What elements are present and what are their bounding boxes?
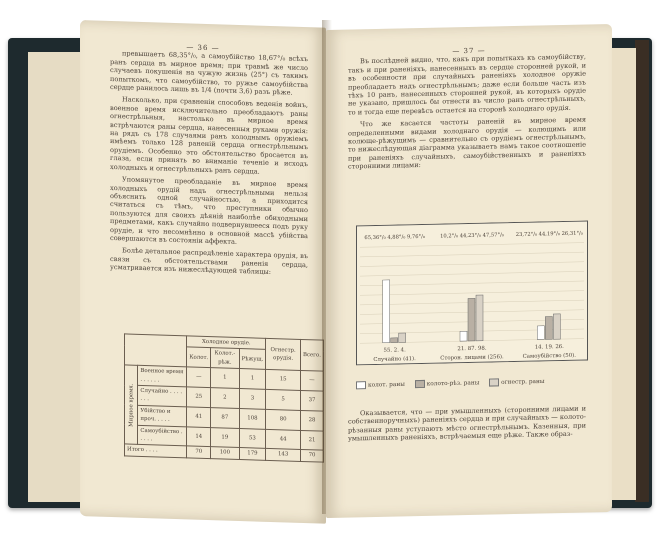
table-row-label: Случайно . . . . . . .	[138, 385, 187, 406]
chart-top-label: 10,2°/₀ 44,23°/₀ 47,57°/₀	[440, 232, 504, 240]
chart-bar	[383, 280, 390, 343]
table-cell: 108	[239, 408, 266, 429]
chart-bottom-label: 14. 19. 26.	[534, 344, 564, 351]
table-cell: 53	[239, 428, 266, 449]
legend-swatch	[489, 378, 499, 386]
chart-legend	[356, 377, 588, 391]
paragraph: Упомянутое преобладаніе въ мирное время холодныхъ орудій надъ огнестрѣльными нельзя объяснить одной случайностью, а приходится считаться съ тѣмъ, что преступники обычно пользуются для своихъ дѣяній наиболѣе обиходными предметами, какъ случайно подвернувшееся подъ руку орудіе, и что несомнѣнно в основной массѣ убійства совершаются въ состояніи аффекта.	[110, 175, 308, 246]
table-cell: 70	[301, 450, 324, 462]
table-cell: 2	[211, 388, 239, 409]
chart-bar	[553, 314, 560, 339]
right-page	[326, 24, 612, 518]
bar-chart	[356, 221, 588, 366]
legend-label: огнестр. раны	[501, 378, 545, 386]
table-cell: 15	[266, 370, 301, 391]
legend-item	[489, 377, 544, 387]
left-page-text	[110, 49, 308, 277]
page-number: — 36 —	[186, 43, 220, 53]
table-cell: 5	[266, 389, 301, 410]
table-cell: 19	[211, 427, 239, 448]
right-page-text	[348, 53, 586, 171]
paragraph: Болѣе детальное распредѣленіе характера орудія, въ связи съ обстоятельствами раненія сердца, усматривается изъ нижеслѣдующей таблицы:	[110, 246, 308, 277]
chart-bar	[545, 316, 552, 339]
after-chart-text	[348, 405, 586, 448]
table-group-header: Холодное орудіе.	[187, 336, 266, 350]
table-col-header: Огнестр. орудія.	[266, 338, 301, 370]
table-cell: 41	[187, 407, 211, 428]
legend-swatch	[415, 380, 425, 388]
table-cell: 143	[266, 449, 301, 461]
book-spine-edge	[635, 40, 649, 502]
legend-item	[415, 379, 480, 389]
table-cell: 1	[211, 368, 239, 389]
table-row-label: Военное время . . . . . .	[138, 366, 187, 387]
chart-bottom-label: 21. 87. 98.	[457, 345, 487, 353]
paragraph: Насколько, при сравненіи способовъ веденія войнъ, военное время исключительно преобладаютъ раны огнестрѣльныя, настолько въ мирное время встрѣчаются раны сердца, нанесенныя руками оружія: на рядъ съ 178 случаями ранъ холоднымъ оружіемъ имѣемъ только 128 раненій сердца огнестрѣльнымъ орудіемъ. Особенно это обстоятельство бросается въ глаза, если принять во вниманіе теченіе и исходъ холодныхъ и огнестрѣльныхъ ранъ сердца.	[110, 95, 308, 176]
chart-bar	[476, 295, 483, 341]
chart-top-label: 65,36°/₀ 4,88°/₀ 9,76°/₀	[364, 233, 425, 242]
table-cell: 14	[187, 427, 211, 448]
table-cell: 44	[266, 429, 301, 450]
chart-bar	[537, 326, 544, 340]
table-cell: 100	[211, 447, 239, 459]
table-row-label: Убійство и проч. . . . .	[138, 405, 187, 426]
table-row-label: Самоубійство . . . . .	[138, 425, 187, 446]
legend-item	[356, 380, 405, 390]
legend-swatch	[356, 381, 366, 389]
table-cell: 1	[239, 369, 266, 390]
table-cell: 28	[301, 410, 324, 431]
table-cell: 3	[239, 389, 266, 410]
chart-category-label: Самоубійство (50).	[522, 352, 576, 360]
weapon-table	[124, 333, 324, 462]
chart-bar	[399, 333, 406, 343]
left-page	[80, 20, 326, 524]
chart-bottom-label: 55. 2. 4.	[383, 347, 406, 354]
paragraph: Въ послѣдней видно, что, какъ при попыткахъ къ самоубійству, такъ и при раненіяхъ, нанесенныхъ въ сердце сторонней рукой, и въ особенности при случайныхъ раненіяхъ холодное оружіе преобладаетъ надъ огнестрѣльнымъ; даже если больше часть изъ тѣхъ 10 ранъ, нанесенныхъ сторонней рукой, въ которыхъ орудіе не указано, пришлось бы отнести въ число ранъ огнестрѣльныхъ, то и тогда еще перевѣсъ остается на сторонѣ холоднаго орудія.	[348, 52, 586, 117]
table-col-header: Колот.	[187, 347, 211, 368]
page-number: — 37 —	[452, 46, 486, 56]
table-corner	[125, 334, 187, 367]
table-cell: 87	[211, 407, 239, 428]
table-cell: 21	[301, 430, 324, 451]
paragraph: Что же касается частоты раненій въ мирное время определенными видами холоднаго орудія — колющимъ или колюще-рѣжущимъ — сравнительно съ орудіемъ огнестрѣльнымъ, то нижеслѣдующая діаграмма указываетъ намъ такое соотношеніе при раненіяхъ случайныхъ, самоубійственныхъ и раненіяхъ сторонними лицами:	[348, 115, 586, 171]
chart-bar	[460, 331, 467, 341]
table-side-label: Мирное время.	[125, 365, 138, 445]
chart-category-label: Случайно (41).	[373, 356, 416, 363]
table-total-label: Итого . . . .	[125, 444, 187, 457]
left-page-stack	[28, 52, 81, 502]
table-col-header: Рѣжущ.	[239, 349, 266, 370]
table-cell: 25	[187, 387, 211, 408]
legend-label: колото-рѣз. раны	[426, 380, 480, 388]
paragraph: Оказывается, что — при умышленныхъ (сторонними лицами и собственноручныхъ) раненіяхъ сердца и при случайныхъ — колото-рѣзанныя раны уступаютъ мѣсто огнестрѣльнымъ. Казенныя, при умышленныхъ раненіяхъ, встрѣчаемыя еще рѣже. Также образ-	[348, 404, 586, 443]
table-cell: 70	[187, 446, 211, 458]
chart-bar	[468, 298, 475, 341]
chart-category-label: Сторон. лицами (256).	[440, 354, 504, 362]
table-cell: —	[187, 367, 211, 388]
legend-label: колот. раны	[368, 381, 405, 389]
table-col-header: Всего.	[301, 339, 324, 371]
table-cell: 80	[266, 409, 301, 430]
paragraph: превышаетъ 68,35°/₀, а самоубійство 18,67°/₀ всѣхъ ранъ сердца въ мирное время; при травмѣ же число случаевъ покушенія на чужую жизнь (25°) съ такимъ попыткомъ, что самоубійство, то ружье самоубійства сердце ранилось лишь въ 1/4 (почти 3,6) разъ рѣже.	[110, 49, 308, 97]
chart-bar	[391, 338, 398, 343]
table-cell: 37	[301, 390, 324, 411]
table-col-header: Колот.-рѣж.	[211, 348, 239, 369]
chart-top-label: 23,72°/₀ 44,19°/₀ 26,31°/₀	[515, 230, 583, 239]
table-cell: —	[301, 371, 324, 392]
table-cell: 179	[239, 448, 266, 460]
